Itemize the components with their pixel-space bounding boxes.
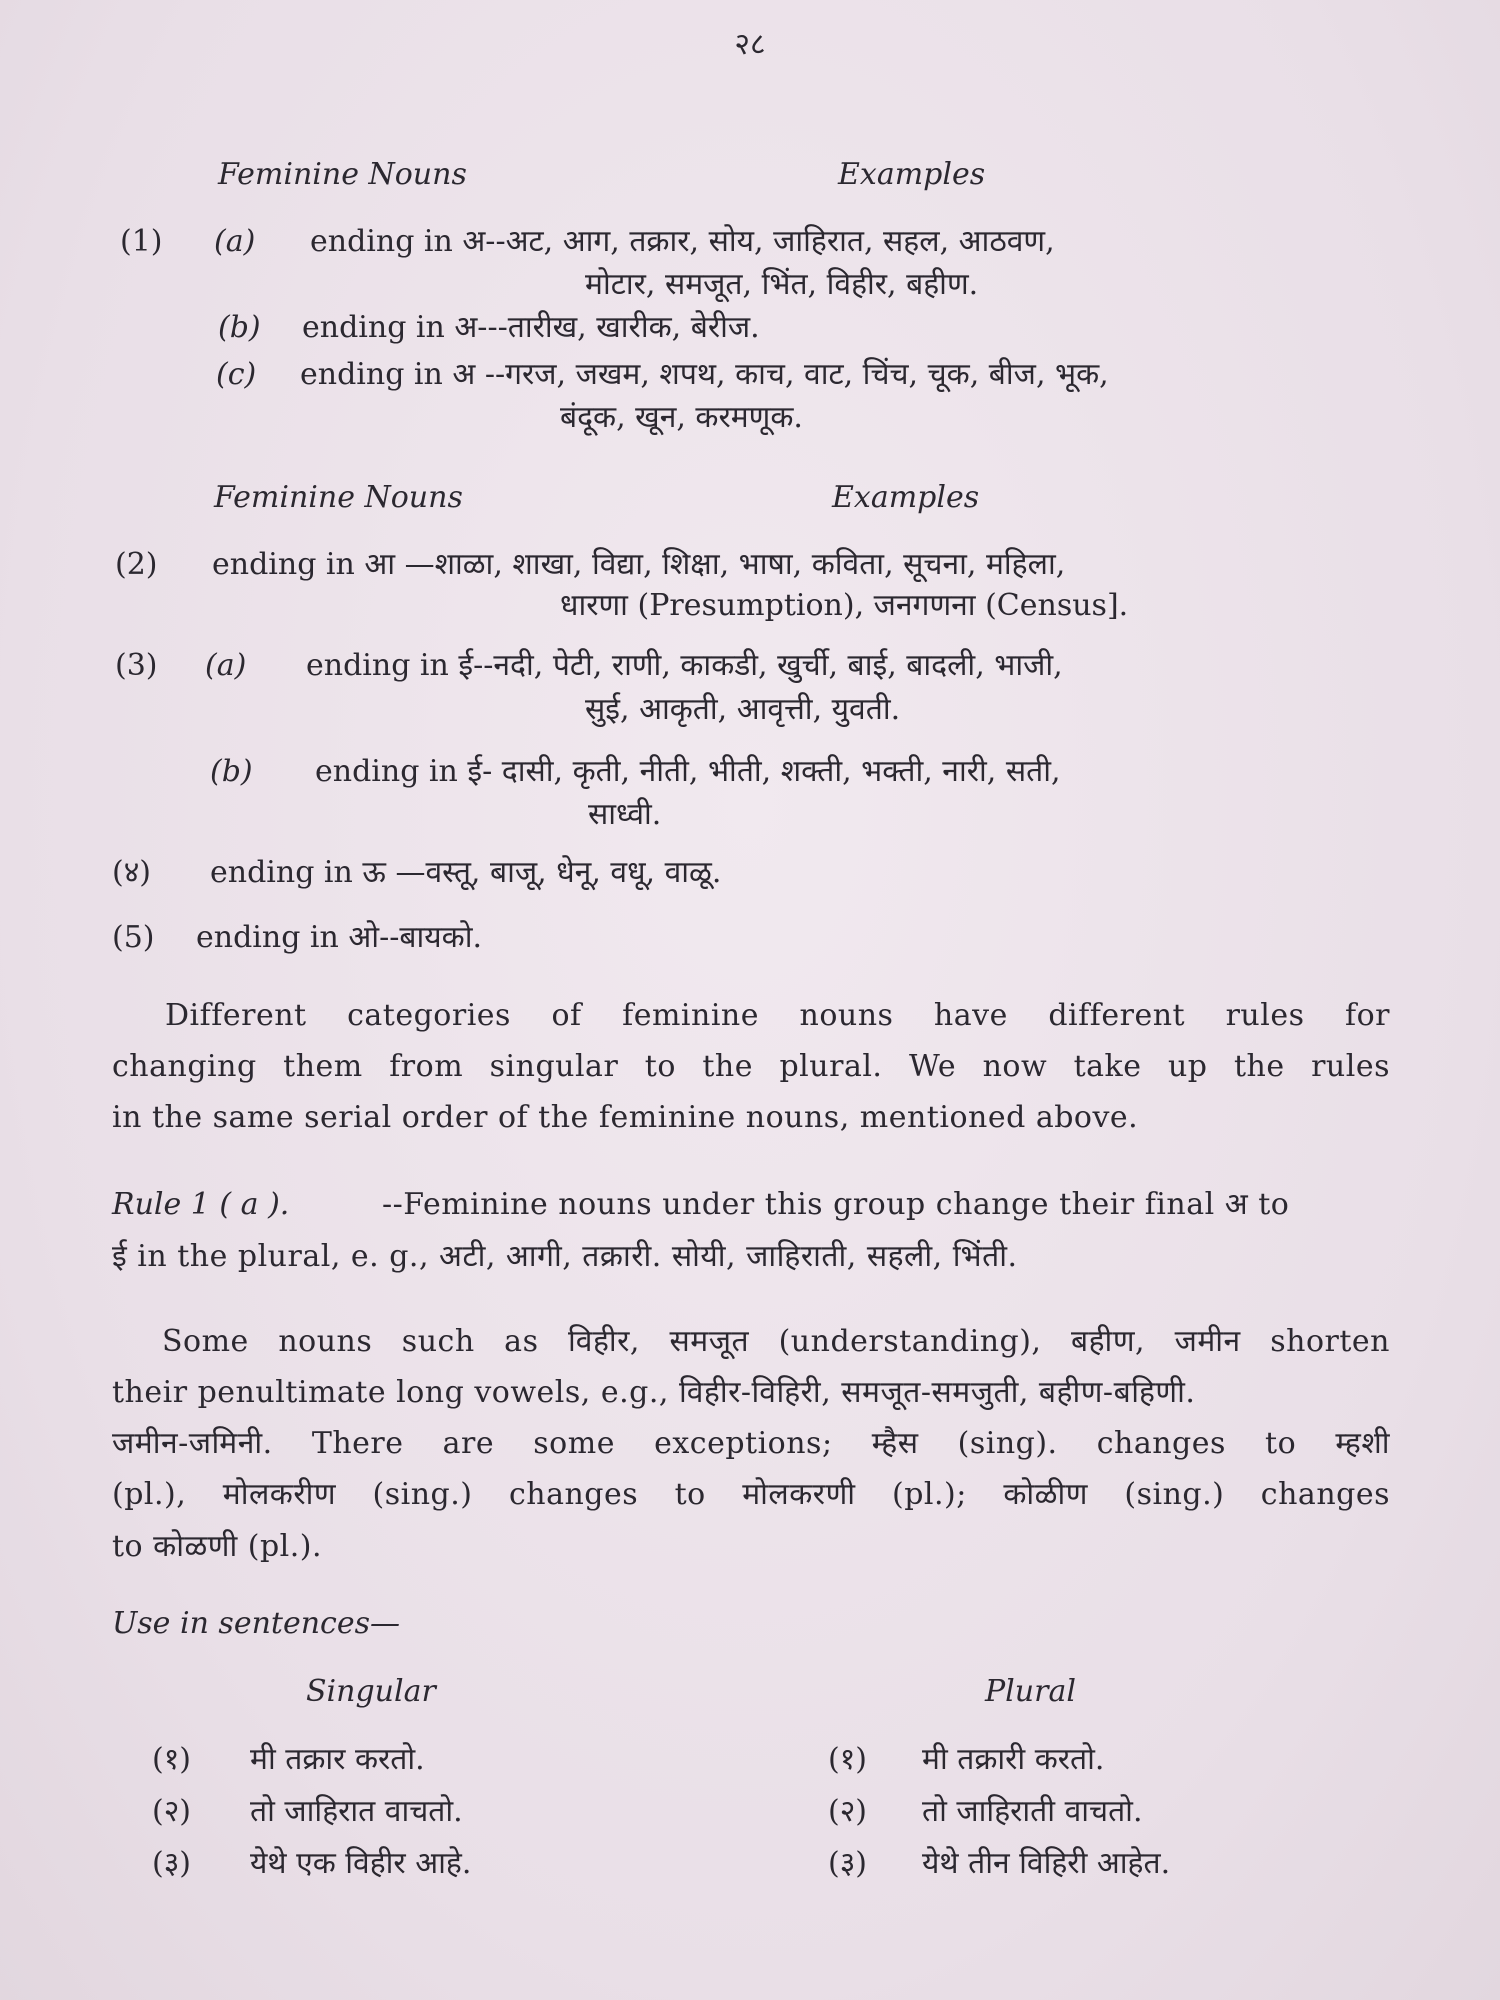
column-singular: Singular	[306, 1674, 436, 1709]
header-examples-1: Examples	[838, 157, 986, 192]
item-1a-continuation: मोटार, समजूत, भिंत, विहीर, बहीण.	[585, 267, 979, 302]
item-2-text: ending in आ —शाळा, शाखा, विद्या, शिक्षा, भाषा, कविता, सूचना, महिला,	[212, 547, 1066, 582]
item-3b-sub: (b)	[210, 754, 253, 789]
item-1a-sub: (a)	[214, 224, 256, 259]
item-5-number: (5)	[112, 920, 155, 955]
item-4-text: ending in ऊ —वस्तू, बाजू, धेनू, वधू, वाळू.	[210, 855, 722, 890]
row1-singular: मी तक्रार करतो.	[250, 1742, 425, 1777]
header-examples-2: Examples	[832, 480, 980, 515]
item-1b-text: ending in अ---तारीख, खारीक, बेरीज.	[302, 310, 760, 345]
rule1-line1: --Feminine nouns under this group change their final अ to	[382, 1187, 1290, 1222]
item-1b-sub: (b)	[218, 310, 261, 345]
item-5-text: ending in ओ--बायको.	[196, 920, 482, 955]
para1-line1: Different categories of feminine nouns have different rules for	[165, 998, 1390, 1033]
para2-line1: Some nouns such as विहीर, समजूत (understanding), बहीण, जमीन shorten	[162, 1324, 1390, 1359]
header-feminine-nouns-1: Feminine Nouns	[218, 157, 467, 192]
row1-num-plural: (१)	[828, 1742, 868, 1777]
item-1c-text: ending in अ --गरज, जखम, शपथ, काच, वाट, चिंच, चूक, बीज, भूक,	[300, 357, 1109, 392]
rule1-line2: ई in the plural, e. g., अटी, आगी, तक्रारी. सोयी, जाहिराती, सहली, भिंती.	[112, 1239, 1018, 1274]
item-2-continuation: धारणा (Presumption), जनगणना (Census].	[560, 588, 1129, 623]
row3-num-singular: (३)	[152, 1846, 192, 1881]
row2-num-plural: (२)	[828, 1794, 868, 1829]
column-plural: Plural	[985, 1674, 1076, 1709]
row3-plural: येथे तीन विहिरी आहेत.	[922, 1846, 1171, 1881]
header-feminine-nouns-2: Feminine Nouns	[214, 480, 463, 515]
para1-line3: in the same serial order of the feminine nouns, mentioned above.	[112, 1100, 1139, 1135]
para2-line5: to कोळणी (pl.).	[112, 1529, 323, 1564]
row2-plural: तो जाहिराती वाचतो.	[922, 1794, 1143, 1829]
item-3b-text: ending in ई- दासी, कृती, नीती, भीती, शक्ती, भक्ती, नारी, सती,	[315, 754, 1061, 789]
row2-num-singular: (२)	[152, 1794, 192, 1829]
row1-num-singular: (१)	[152, 1742, 192, 1777]
item-3a-continuation: सुई, आकृती, आवृत्ती, युवती.	[585, 692, 901, 727]
item-1c-continuation: बंदूक, खून, करमणूक.	[560, 400, 803, 435]
rule1-label: Rule 1 ( a ).	[112, 1187, 290, 1222]
para1-line2: changing them from singular to the plural. We now take up the rules	[112, 1049, 1390, 1084]
item-3a-sub: (a)	[205, 648, 247, 683]
row2-singular: तो जाहिरात वाचतो.	[250, 1794, 463, 1829]
item-2-number: (2)	[115, 547, 158, 582]
item-1a-number: (1)	[120, 224, 163, 259]
para2-line4: (pl.), मोलकरीण (sing.) changes to मोलकरणी (pl.); कोळीण (sing.) changes	[112, 1477, 1390, 1512]
row1-plural: मी तक्रारी करतो.	[922, 1742, 1105, 1777]
item-3a-number: (3)	[115, 648, 158, 683]
para2-line3: जमीन-जमिनी. There are some exceptions; म्हैस (sing). changes to म्हशी	[112, 1426, 1390, 1461]
para2-line2: their penultimate long vowels, e.g., विहीर-विहिरी, समजूत-समजुती, बहीण-बहिणी.	[112, 1375, 1196, 1410]
page-number: २८	[734, 27, 766, 62]
item-4-number: (४)	[112, 855, 152, 890]
use-in-sentences-heading: Use in sentences—	[112, 1606, 400, 1641]
item-1a-text: ending in अ--अट, आग, तक्रार, सोय, जाहिरात, सहल, आठवण,	[310, 224, 1055, 259]
item-1c-sub: (c)	[216, 357, 257, 392]
item-3a-text: ending in ई--नदी, पेटी, राणी, काकडी, खुर्ची, बाई, बादली, भाजी,	[306, 648, 1063, 683]
row3-num-plural: (३)	[828, 1846, 868, 1881]
item-3b-continuation: साध्वी.	[588, 797, 662, 832]
row3-singular: येथे एक विहीर आहे.	[250, 1846, 472, 1881]
